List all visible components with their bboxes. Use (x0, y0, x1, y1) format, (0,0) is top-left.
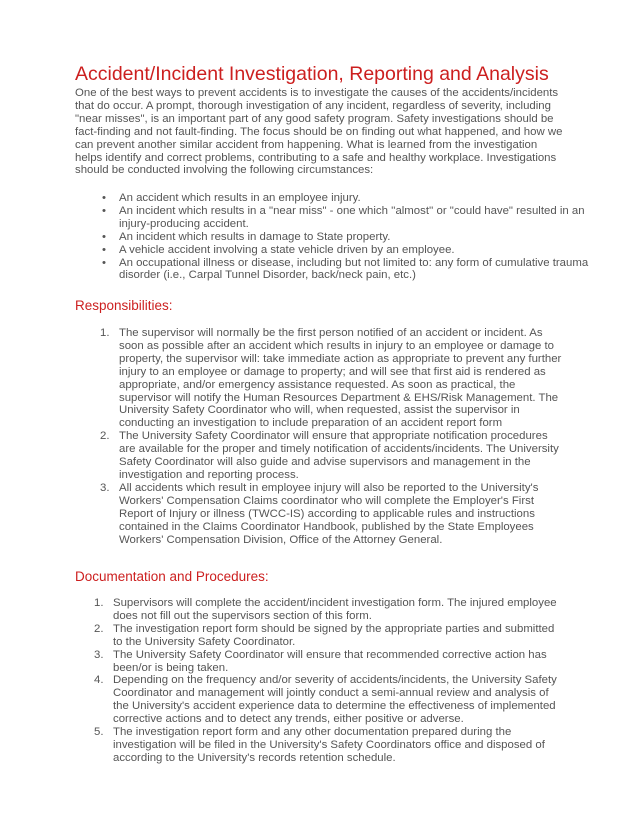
list-item (94, 674, 565, 726)
page-title: Accident/Incident Investigation, Reporting and Analysis (75, 63, 549, 85)
item-number: 1. (94, 597, 104, 609)
item-text: The supervisor will normally be the first person notified of an accident or incident. As soon as possible after an accident which results in injury to an employee or damage to property, the supervisor will: take immediate action as appropriate to prevent any further injury to an employee or damage to property; and will see that first aid is rendered as appropriate, and/or emergency assistance requested. As soon as practical, the supervisor will notify the Human Resources Department & EHS/Risk Management. The University Safety Coordinator who will, when requested, assist the supervisor in conducting an investigation to include preparation of an accident report form (119, 327, 562, 430)
item-number: 3. (94, 648, 104, 661)
item-number: 5. (94, 726, 104, 739)
list-item: • A vehicle accident involving a state vehicle driven by an employee. (119, 244, 599, 257)
list-item (100, 430, 565, 482)
list-item (94, 726, 565, 765)
item-text: The University Safety Coordinator will ensure that appropriate notification procedures are available for the proper and timely notification of accidents/incidents. The University Safety Coordinator will also guide and advise supervisors and management in the investigation and reporting process. (119, 430, 559, 481)
item-number: 2. (94, 622, 104, 635)
item-text: All accidents which result in employee injury will also be reported to the University's Workers' Compensation Claims coordinator who will complete the Employer's First Report of Injury or illness (TWCC-IS) according to applicable rules and instructions contained in the Claims Coordinator Handbook, published by the State Employees Workers' Compensation Division, Office of the Attorney General. (119, 481, 539, 546)
circumstances-list (75, 192, 599, 282)
list-item: • An occupational illness or disease, including but not limited to: any form of cumulative trauma disorder (i.e., Carpal Tunnel Disorder, back/neck pain, etc.) (119, 257, 599, 283)
list-item (100, 327, 565, 430)
list-item: • An incident which results in damage to State property. (119, 231, 599, 244)
item-text: Depending on the frequency and/or severity of accidents/incidents, the University Safety Coordinator and management will jointly conduct a semi-annual review and analysis of the University's accident experience data to determine the effectiveness of implemented corrective actions and to detect any trends, either positive or adverse. (113, 674, 557, 726)
item-number: 3. (100, 481, 110, 494)
documentation-list (75, 597, 565, 765)
item-number: 2. (100, 430, 110, 443)
item-text: The investigation report form should be signed by the appropriate parties and submitted to the University Safety Coordinator. (113, 622, 555, 648)
list-item (94, 622, 565, 649)
item-text: Supervisors will complete the accident/incident investigation form. The injured employee does not fill out the supervisors section of this form. (113, 597, 557, 622)
item-number: 1. (100, 327, 110, 339)
item-text: The University Safety Coordinator will ensure that recommended corrective action has been/or is being taken. (113, 648, 547, 674)
list-item (94, 648, 565, 675)
list-item (100, 481, 565, 547)
intro-paragraph: One of the best ways to prevent accidents is to investigate the causes of the accidents/incidents that do occur. A prompt, thorough investigation of any incident, regardless of severity, including "near misses", is an important part of any good safety program. Safety investigations should be fact-finding and not fault-finding. The focus should be on finding out what happened, and how we can prevent another similar accident from happening. What is learned from the investigation helps identify and correct problems, contributing to a safe and healthy workplace. Investigations should be conducted involving the following circumstances: (75, 87, 563, 177)
item-text: The investigation report form and any other documentation prepared during the investigation will be filed in the University's Safety Coordinators office and disposed of according to the University's records retention schedule. (113, 726, 545, 764)
list-item: • An accident which results in an employee injury. (119, 192, 599, 205)
documentation-heading: Documentation and Procedures: (75, 569, 269, 584)
item-number: 4. (94, 674, 104, 687)
list-item (94, 597, 565, 623)
responsibilities-list (75, 327, 565, 546)
list-item: • An incident which results in a "near miss" - one which ''almost'' or "could have" resulted in an injury-producing accident. (119, 205, 599, 231)
responsibilities-heading: Responsibilities: (75, 298, 173, 313)
